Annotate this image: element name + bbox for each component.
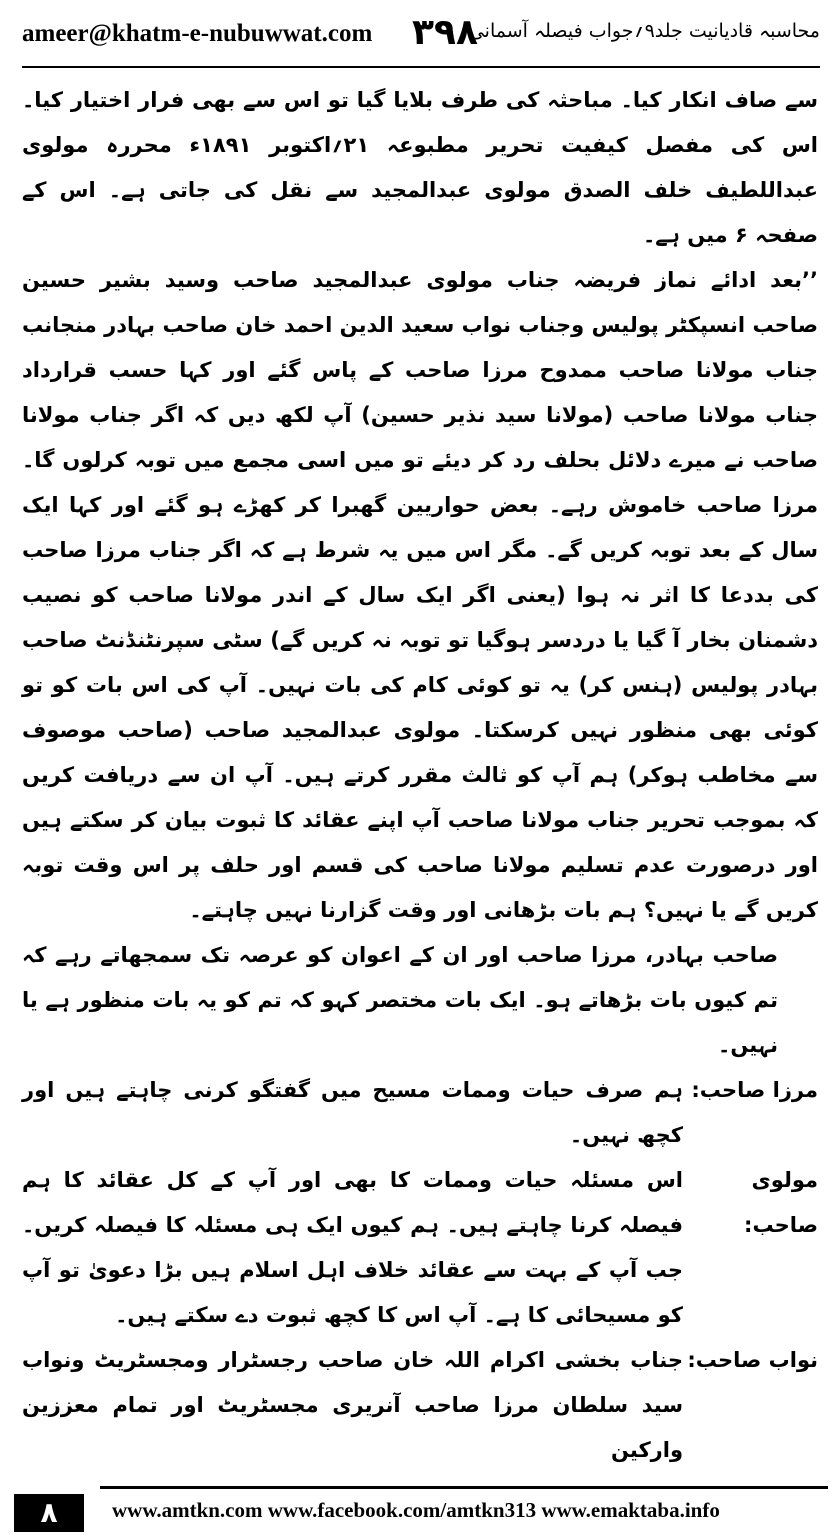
- footer-page-label: ۸: [14, 1494, 84, 1532]
- dialogue-speaker: نواب صاحب:: [687, 1348, 818, 1372]
- page-body: [22, 78, 818, 1473]
- header-email: ameer@khatm-e-nubuwwat.com: [22, 20, 373, 47]
- body-paragraph-intro: سے صاف انکار کیا۔ مباحثہ کی طرف بلایا گیا تو اس سے بھی فرار اختیار کیا۔ اس کی مفصل کیفیت تحریر مطبوعہ ۲۱؍اکتوبر ۱۸۹۱ء محررہ مولوی عبداللطیف خلف الصدق مولوی عبدالمجید سے نقل کی جاتی ہے۔ اس کے صفحہ ۶ میں ہے۔: [22, 88, 819, 247]
- body-paragraph-narration: صاحب بہادر، مرزا صاحب اور ان کے اعوان کو عرصہ تک سمجھاتے رہے کہ تم کیوں بات بڑھاتے ہو۔ ایک بات مختصر کہو کہ تم کو یہ بات منظور ہے یا نہیں۔: [22, 943, 778, 1057]
- header-page-number: ۳۹۸: [412, 12, 478, 53]
- dialogue-text: جناب بخشی اکرام اللہ خان صاحب رجسٹرار ومجسٹریٹ ونواب سید سلطان مرزا صاحب آنریری مجسٹریٹ اور تمام معززین وارکین: [22, 1348, 683, 1462]
- header-book-title: محاسبہ قادیانیت جلد۹؍جواب فیصلہ آسمانی: [468, 20, 820, 42]
- dialogue-speaker: مرزا صاحب:: [691, 1078, 818, 1102]
- body-paragraph-quote: ’’بعد ادائے نماز فریضہ جناب مولوی عبدالمجید صاحب وسید بشیر حسین صاحب انسپکٹر پولیس وجناب نواب سعید الدین احمد خان صاحب بہادر منجانب جناب مولانا صاحب ممدوح مرزا صاحب کے پاس گئے اور کہا حسب قرارداد جناب مولانا صاحب (مولانا سید نذیر حسین) آپ لکھ دیں کہ اگر جناب مولانا صاحب نے میرے دلائل بحلف رد کر دیئے تو میں اسی مجمع میں توبہ کرلوں گا۔ مرزا صاحب خاموش رہے۔ بعض حواریین گھبرا کر کھڑے ہو گئے اور کہا ایک سال کے بعد توبہ کریں گے۔ مگر اس میں یہ شرط ہے کہ اگر جناب مرزا صاحب کی بددعا کا اثر نہ ہوا (یعنی اگر ایک سال کے اندر مولانا صاحب کو نصیب دشمنان بخار آ گیا یا دردسر ہوگیا تو توبہ نہ کریں گے) سٹی سپرنٹنڈنٹ صاحب بہادر پولیس (ہنس کر) یہ تو کوئی کام کی بات نہیں۔ آپ کی اس بات کو تو کوئی بھی منظور نہیں کرسکتا۔ مولوی عبدالمجید صاحب (صاحب موصوف سے مخاطب ہوکر) ہم آپ کو ثالث مقرر کرتے ہیں۔ آپ ان سے دریافت کریں کہ بموجب تحریر جناب مولانا صاحب آپ اپنے عقائد کا ثبوت بیان کر سکتے ہیں اور درصورت عدم تسلیم مولانا صاحب کی قسم اور حلف پر اس وقت توبہ کریں گے یا نہیں؟ ہم بات بڑھانی اور وقت گزارنا نہیں چاہتے۔: [22, 268, 818, 922]
- dialogue-text: ہم صرف حیات وممات مسیح میں گفتگو کرنی چاہتے ہیں اور کچھ نہیں۔: [22, 1078, 683, 1147]
- dialogue-entry: [22, 1338, 818, 1473]
- page-header: [22, 14, 820, 68]
- dialogue-entry: [22, 1158, 818, 1338]
- footer-divider: [100, 1486, 828, 1489]
- page-footer: [0, 1486, 840, 1540]
- footer-website-links: www.amtkn.com www.facebook.com/amtkn313 www.emaktaba.info: [112, 1498, 720, 1522]
- dialogue-entry: [22, 1068, 818, 1158]
- dialogue-speaker: مولوی صاحب:: [744, 1168, 818, 1237]
- dialogue-text: اس مسئلہ حیات وممات کا بھی اور آپ کے کل عقائد کا ہم فیصلہ کرنا چاہتے ہیں۔ ہم کیوں ایک ہی مسئلہ کا فیصلہ کریں۔ جب آپ کے بہت سے عقائد خلاف اہل اسلام ہیں بڑا دعویٰ تو آپ کو مسیحائی کا ہے۔ آپ اس کا کچھ ثبوت دے سکتے ہیں۔: [22, 1168, 683, 1327]
